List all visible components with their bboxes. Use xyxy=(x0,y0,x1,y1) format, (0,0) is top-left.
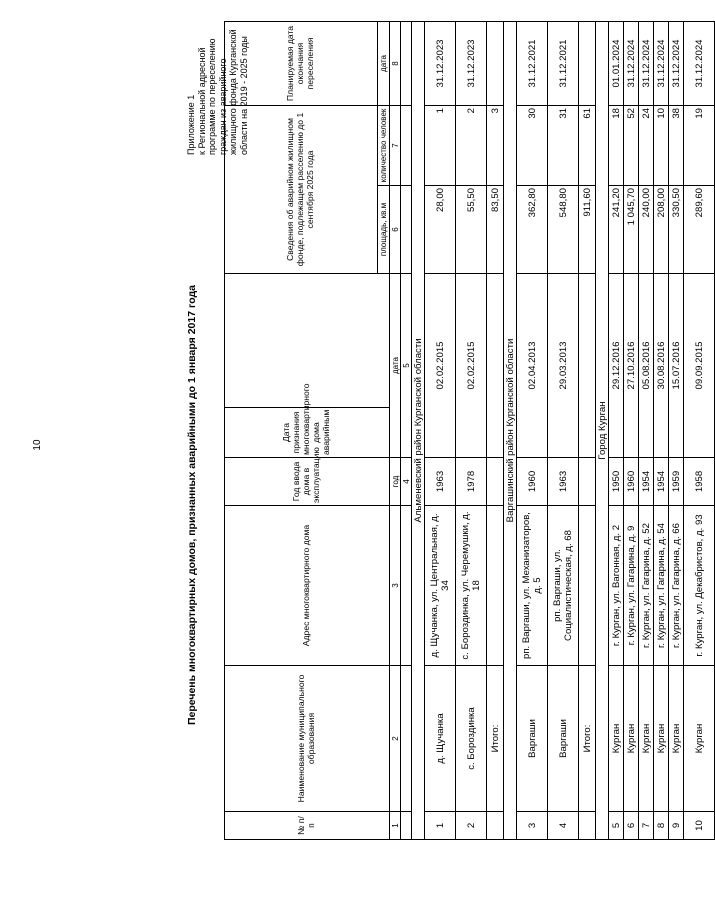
cell-year: 1978 xyxy=(456,458,487,506)
column-index-row xyxy=(401,21,412,839)
subheader-area: площадь, кв.м xyxy=(378,186,390,274)
cell-people: 38 xyxy=(669,105,684,185)
total-label: Итого: xyxy=(487,666,504,812)
col-num: 6 xyxy=(390,186,401,274)
table-row xyxy=(517,21,548,839)
cell-num: 9 xyxy=(669,812,684,840)
cell-area: 330,50 xyxy=(669,186,684,274)
cell-year: 1963 xyxy=(425,458,456,506)
cell-municipality: Курган xyxy=(669,666,684,812)
cell-address: г. Курган, ул. Вагонная, д. 2 xyxy=(609,506,624,666)
region-row xyxy=(504,21,517,839)
cell-people: 19 xyxy=(684,105,715,185)
table-row xyxy=(684,21,715,839)
page-number: 10 xyxy=(32,439,43,451)
cell-date: 09.09.2015 xyxy=(684,274,715,458)
cell-area: 289,60 xyxy=(684,186,715,274)
cell-year: 1950 xyxy=(609,458,624,506)
cell-end-date: 31.12.2021 xyxy=(517,21,548,105)
cell-end-date: 31.12.2021 xyxy=(548,21,579,105)
cell-date: 29.12.2016 xyxy=(609,274,624,458)
cell-municipality: с. Бороздинка xyxy=(456,666,487,812)
total-area: 911,60 xyxy=(579,186,596,274)
col-index xyxy=(401,812,412,840)
col-num: 2 xyxy=(390,666,401,812)
cell-num: 7 xyxy=(639,812,654,840)
cell-address: г. Курган, ул. Гагарина, д. 66 xyxy=(669,506,684,666)
cell-municipality: Варгаши xyxy=(548,666,579,812)
houses-table xyxy=(224,21,715,840)
cell-date xyxy=(579,274,596,458)
cell-end-date xyxy=(579,21,596,105)
cell-municipality: Курган xyxy=(684,666,715,812)
cell-end-date: 31.12.2024 xyxy=(684,21,715,105)
appendix-line: области на 2019 - 2025 годы xyxy=(239,36,250,155)
cell-num: 6 xyxy=(624,812,639,840)
appendix-line: Приложение 1 xyxy=(186,94,196,155)
cell-year xyxy=(579,458,596,506)
table-row xyxy=(639,21,654,839)
cell-area: 55,50 xyxy=(456,186,487,274)
total-area: 83,50 xyxy=(487,186,504,274)
column-numbers-row xyxy=(390,21,401,839)
cell-area: 1 045,70 xyxy=(624,186,639,274)
cell-year: 1963 xyxy=(548,458,579,506)
cell-num: 5 xyxy=(609,812,624,840)
col-index: 4 xyxy=(401,458,412,506)
cell-date: 02.04.2013 xyxy=(517,274,548,458)
col-index: 5 xyxy=(401,274,412,458)
cell-municipality: Курган xyxy=(639,666,654,812)
cell-address: с. Бороздинка, ул. Черемушки, д. 18 xyxy=(456,506,487,666)
cell-address: рп. Варгаши, ул. Механизаторов, д. 5 xyxy=(517,506,548,666)
cell-year: 1959 xyxy=(669,458,684,506)
region-row xyxy=(412,21,425,839)
cell-people: 30 xyxy=(517,105,548,185)
col-num: 1 xyxy=(390,812,401,840)
appendix-line: граждан из аварийного xyxy=(217,58,228,155)
cell-people: 24 xyxy=(639,105,654,185)
cell-address xyxy=(487,506,504,666)
cell-people: 18 xyxy=(609,105,624,185)
cell-date: 15.07.2016 xyxy=(669,274,684,458)
cell-people: 52 xyxy=(624,105,639,185)
cell-num: 2 xyxy=(456,812,487,840)
cell-area: 548,80 xyxy=(548,186,579,274)
cell-year: 1954 xyxy=(654,458,669,506)
cell-year xyxy=(487,458,504,506)
cell-municipality: Курган xyxy=(609,666,624,812)
cell-municipality: Курган xyxy=(624,666,639,812)
cell-people: 10 xyxy=(654,105,669,185)
region-name: Альменевский район Курганской области xyxy=(412,21,425,839)
cell-municipality: д. Щучанка xyxy=(425,666,456,812)
region-name: Город Курган xyxy=(596,21,609,839)
cell-address: г. Курган, ул. Гагарина, д. 9 xyxy=(624,506,639,666)
cell-municipality: Варгаши xyxy=(517,666,548,812)
cell-area: 240,00 xyxy=(639,186,654,274)
cell-num: 8 xyxy=(654,812,669,840)
table-row xyxy=(654,21,669,839)
header-municipality: Наименование муниципального образования xyxy=(225,666,390,812)
region-row xyxy=(596,21,609,839)
subheader-people: количество человек xyxy=(378,105,390,185)
cell-area: 28,00 xyxy=(425,186,456,274)
appendix-line: жилищного фонда Курганской xyxy=(228,29,239,155)
cell-end-date: 31.12.2024 xyxy=(639,21,654,105)
cell-address: д. Щучанка, ул. Центральная, д. 34 xyxy=(425,506,456,666)
total-people: 3 xyxy=(487,105,504,185)
subheader-date2: дата xyxy=(378,21,390,105)
table-row xyxy=(456,21,487,839)
table-row xyxy=(425,21,456,839)
table-row xyxy=(669,21,684,839)
header-date-recognition: Дата признания многоквартирного дома аварийным xyxy=(225,408,390,458)
cell-year: 1960 xyxy=(624,458,639,506)
cell-end-date: 31.12.2024 xyxy=(669,21,684,105)
document-title: Перечень многоквартирных домов, признанных аварийными до 1 января 2017 года xyxy=(186,285,198,726)
header-address: Адрес многоквартирного дома xyxy=(225,506,390,666)
cell-end-date: 01.01.2024 xyxy=(609,21,624,105)
cell-date: 05.08.2016 xyxy=(639,274,654,458)
cell-num: 1 xyxy=(425,812,456,840)
cell-date: 02.02.2015 xyxy=(456,274,487,458)
cell-people: 1 xyxy=(425,105,456,185)
cell-date: 30.08.2016 xyxy=(654,274,669,458)
table-row xyxy=(609,21,624,839)
cell-year: 1954 xyxy=(639,458,654,506)
cell-municipality: Курган xyxy=(654,666,669,812)
cell-area: 362,80 xyxy=(517,186,548,274)
appendix-line: к Региональной адресной xyxy=(196,47,207,155)
col-index xyxy=(401,186,412,274)
region-name: Варгашинский район Курганской области xyxy=(504,21,517,839)
cell-address: рп. Варгаши, ул. Социалистическая, д. 68 xyxy=(548,506,579,666)
cell-date: 02.02.2015 xyxy=(425,274,456,458)
col-num: 3 xyxy=(390,506,401,666)
table-row xyxy=(624,21,639,839)
cell-address: г. Курган, ул. Декабристов, д. 93 xyxy=(684,506,715,666)
cell-address xyxy=(579,506,596,666)
cell-date: 27.10.2016 xyxy=(624,274,639,458)
cell-end-date: 31.12.2023 xyxy=(425,21,456,105)
col-index xyxy=(401,105,412,185)
col-num: год xyxy=(390,458,401,506)
cell-num: 4 xyxy=(548,812,579,840)
cell-num: 3 xyxy=(517,812,548,840)
cell-area: 241,20 xyxy=(609,186,624,274)
cell-year: 1958 xyxy=(684,458,715,506)
cell-address: г. Курган, ул. Гагарина, д. 52 xyxy=(639,506,654,666)
col-num: 7 xyxy=(390,105,401,185)
rotated-page-content xyxy=(180,10,705,880)
table-row xyxy=(548,21,579,839)
cell-end-date: 31.12.2024 xyxy=(654,21,669,105)
cell-address: г. Курган, ул. Гагарина, д. 54 xyxy=(654,506,669,666)
cell-end-date xyxy=(487,21,504,105)
cell-date: 29.03.2013 xyxy=(548,274,579,458)
cell-num xyxy=(579,812,596,840)
header-year-commission: Год ввода дома в эксплуатацию xyxy=(225,458,390,506)
col-num: дата xyxy=(390,274,401,458)
col-index xyxy=(401,666,412,812)
total-people: 61 xyxy=(579,105,596,185)
appendix-line: программе по переселению xyxy=(207,38,218,155)
header-emergency-fund: Сведения об аварийном жилищном фонде, подлежащем расселению до 1 сентября 2025 года xyxy=(225,105,378,273)
cell-year: 1960 xyxy=(517,458,548,506)
cell-end-date: 31.12.2023 xyxy=(456,21,487,105)
cell-people: 2 xyxy=(456,105,487,185)
header-num: № п/п xyxy=(225,812,390,840)
total-label: Итого: xyxy=(579,666,596,812)
col-index xyxy=(401,21,412,105)
header-planned-date: Планируемая дата окончания переселения xyxy=(225,21,378,105)
total-row xyxy=(487,21,504,839)
cell-date xyxy=(487,274,504,458)
cell-num xyxy=(487,812,504,840)
cell-area: 208,00 xyxy=(654,186,669,274)
col-index xyxy=(401,506,412,666)
cell-end-date: 31.12.2024 xyxy=(624,21,639,105)
total-row xyxy=(579,21,596,839)
cell-num: 10 xyxy=(684,812,715,840)
cell-people: 31 xyxy=(548,105,579,185)
col-num: 8 xyxy=(390,21,401,105)
